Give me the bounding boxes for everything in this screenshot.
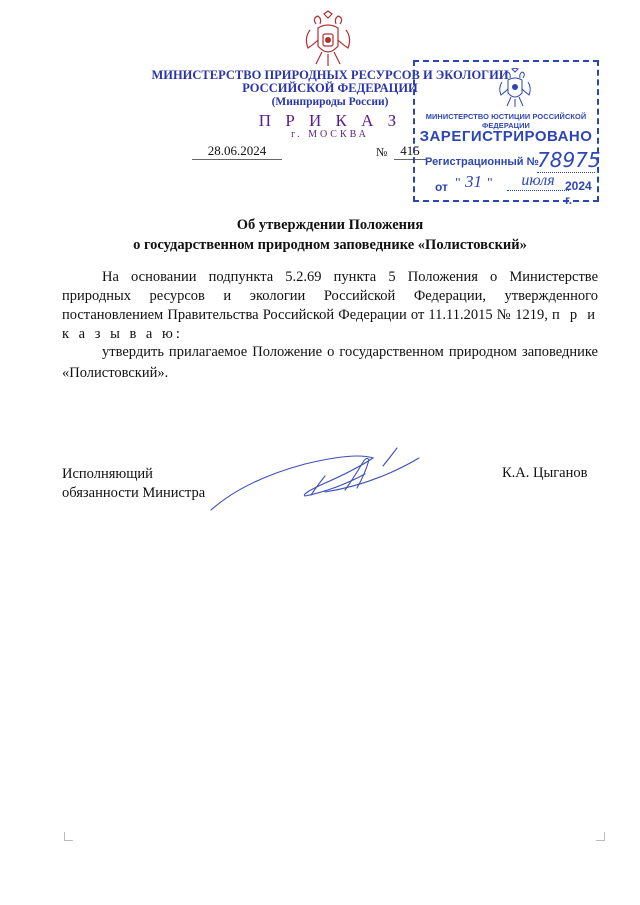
- signer-position-line1: Исполняющий: [62, 466, 153, 482]
- coat-of-arms-icon: [302, 10, 354, 70]
- number-sign: №: [376, 145, 388, 159]
- ministry-name-line1: МИНИСТЕРСТВО ПРИРОДНЫХ РЕСУРСОВ И ЭКОЛОГИИ: [151, 68, 509, 82]
- order-word: п р и к а з ы в а ю:: [62, 307, 598, 342]
- page-corner-mark-right: [596, 832, 605, 841]
- ministry-short-name: (Минприроды России): [271, 96, 389, 108]
- document-number: 415: [394, 143, 426, 160]
- handwritten-signature: [205, 440, 435, 520]
- body-paragraph-decision: утвердить прилагаемое Положение о государственном природном заповеднике «Полистовский».: [62, 344, 598, 381]
- document-city: г. МОСКВА: [291, 129, 369, 140]
- document-title: [60, 215, 600, 255]
- basis-text: На основании подпункта 5.2.69 пункта 5 Положения о Министерстве природных ресурсов и экологии Российской Федерации, утвержденного постановлением Правительства Российской Федерации от 11.11.2015 № 1219,: [62, 269, 598, 323]
- document-type: П Р И К А З: [258, 111, 402, 130]
- page-corner-mark-left: [64, 832, 73, 841]
- signer-position: [62, 465, 205, 503]
- stamp-quote-open: ": [455, 176, 461, 191]
- title-line2: о государственном природном заповеднике «Полистовский»: [133, 237, 527, 253]
- signer-position-line2: обязанности Министра: [62, 485, 206, 501]
- stamp-month: июля: [507, 172, 569, 191]
- stamp-emblem-icon: [497, 68, 533, 108]
- title-line1: Об утверждении Положения: [236, 217, 424, 233]
- ministry-name-line2: РОССИЙСКОЙ ФЕДЕРАЦИИ: [242, 81, 418, 95]
- body-paragraph-basis: [62, 268, 598, 344]
- stamp-ministry-name: МИНИСТЕРСТВО ЮСТИЦИИ РОССИЙСКОЙ ФЕДЕРАЦИИ: [425, 112, 587, 130]
- document-date: 28.06.2024: [192, 143, 282, 160]
- stamp-day: 31: [465, 172, 482, 191]
- registration-stamp: [413, 60, 601, 207]
- stamp-from-label: от: [435, 180, 448, 194]
- stamp-registered-label: ЗАРЕГИСТРИРОВАНО: [419, 128, 593, 145]
- stamp-reg-number: 78975: [537, 148, 601, 172]
- stamp-quote-close: ": [487, 176, 493, 191]
- signer-name: К.А. Цыганов: [502, 465, 588, 481]
- stamp-reg-number-label: Регистрационный №: [425, 156, 539, 168]
- stamp-year: 2024 г.: [565, 179, 592, 207]
